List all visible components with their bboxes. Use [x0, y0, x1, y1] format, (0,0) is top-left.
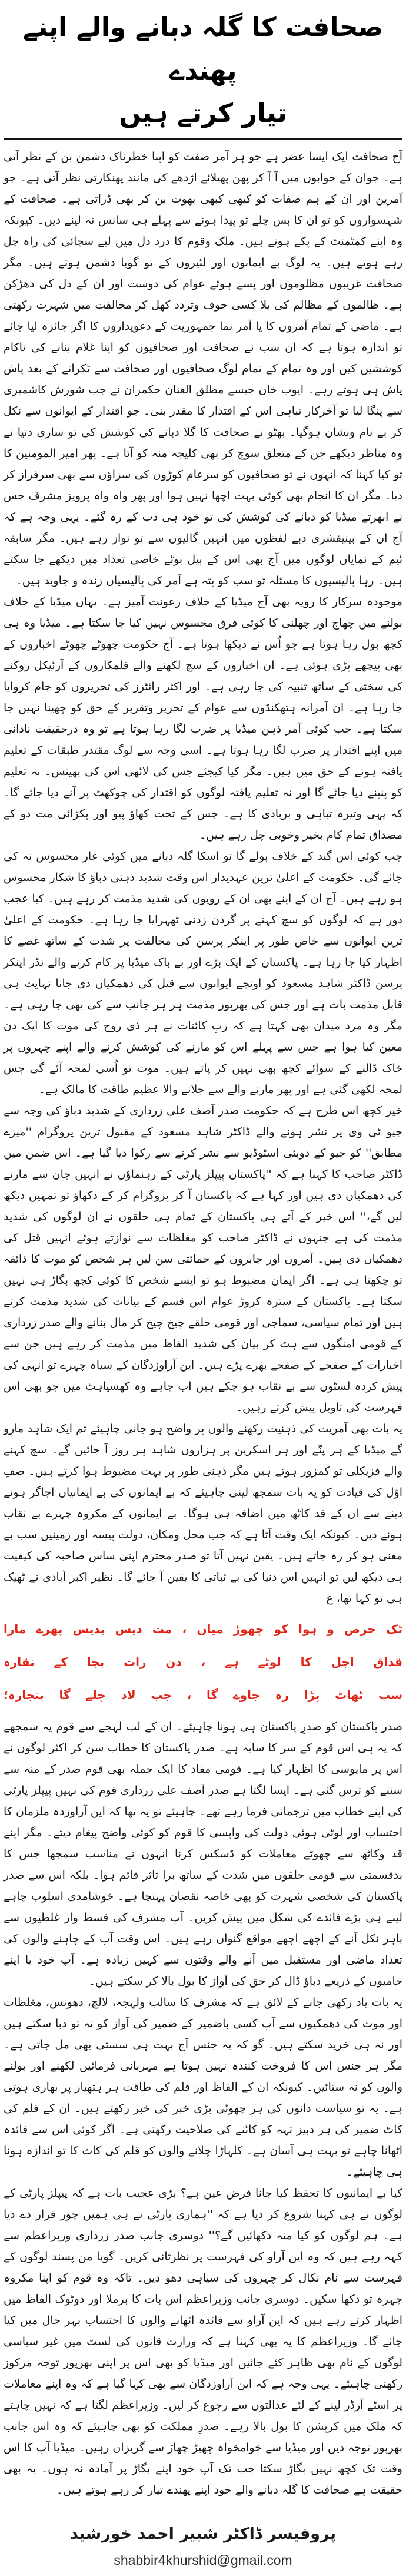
verse-line-2: قذاق اجل کا لوٹے ہے ، دن رات بجا کے نقارہ: [4, 1655, 402, 1669]
paragraph-3: جب کوئی اس گند کے خلاف بولے گا تو اسکا گلہ دبانے میں کوئی عار محسوس نہ کی جائے گی۔ حکومت کے اعلیٰ ترین عہدیدار اس وقت شدید ذہنی دباؤ کا شکار محسوس ہو رہے ہیں۔ آج ان کے اپنے بھی ان کے رویوں کی شدید مذمت کر رہے ہیں۔ کیا عجب دور ہے کہ لوگوں کو سچ کہنے پر گردن زدنی ٹھہرایا جا رہا ہے۔ حکومت کے اعلیٰ ترین ایوانوں سے خاص طور پر اینکر پرسن کی مخالفت پر شدت کے ساتھ غصے کا اظہار کیا جا رہا ہے۔ پاکستان کے ایک بڑے اور بے باک میڈیا پر کام کرنے والے نڈر اینکر پرسن ڈاکٹر شاہد مسعود کو اونچے ایوانوں سے قتل کی دھمکیاں دی جانا نہایت ہی قابل مذمت بات ہے اور جس کی بھرپور مذمت ہر ہر جانب سے کی بھی جا رہی ہے۔ مگر وہ مرد میدان بھی کہتا ہے کہ ربِ کائنات نے ہر ذی روح کی موت کا ایک دن معین کیا ہوا ہے جس سے پہلے اس کو مارنے کی کوشش کرنے والے اپنے چہروں پر خاک ڈالنے کے سوائے کچھ بھی نہیں کر پاتے ہیں۔ موت تو اُسی لمحہ آئے گی جس لمحہ لکھی گئی ہے اور پھر مارنے والے سے جلانے والا عظیم طاقت کا مالک ہے۔: [4, 850, 402, 1096]
paragraph-6: صدر پاکستان کو صدرِ پاکستان ہی ہونا چاہیئے۔ ان کے لب لہجے سے قوم یہ سمجھے کہ یہ ہی اس قوم کے سر کا سایہ ہے۔ صدر پاکستان کا خطاب سن کر اکثر لوگوں نے اس پر مایوسی کا اظہار کیا ہے۔ قومی مفاد کا ایک جملہ بھی قوم صدر کے منہ سے سننے کو ترس گئی ہے۔ ایسا لگتا ہے صدر آصف علی زرداری قوم کی نہیں پیپلز پارٹی کی اپنے خطاب میں ترجمانی فرما رہے تھے۔ چاہیئے تو یہ تھا کہ این آراوزدہ ملزمان کا احتساب اور لوٹی ہوئی دولت کی واپسی کا قوم کو کوئی واضح پیغام دیتے۔ مگر اپنے قد وکاٹھ سے چھوٹے معاملات کو ڈسکس کرنا انہوں نے مناسب سمجھا جس کا بدقسمتی سے قومی حلقوں میں شدت کے ساتھ برا تاثر قائم ہوا۔ بلکہ اس سے صدر پاکستان کی شخصی شہرت کو بھی خاصہ نقصان پہنچا ہے۔ خوشامدی اسلوب چاہے لینے ہی بڑے فائدے کی شکل میں پیش کریں۔ آپ مشرف کی قسط وار غلطیوں سے باہر نکل آنے کے اچھے اچھے مواقع گنواں رہے ہیں۔ اس وقت آپ کے چاہنے والوں کی تعداد ماضی اور مستقبل میں آنے والے وقتوں سے کہیں زیادہ ہے۔ آپ خود یا اپنے حامیوں کے ذریعے دباؤ ڈال کر حق کی آواز کا بول بالا کر سکتے ہیں۔: [4, 1720, 402, 1988]
author-signature: پروفیسر ڈاکٹر شبیر احمد خورشید: [70, 2525, 336, 2543]
poetry-verse-block: [4, 1617, 402, 1707]
article-headline: [4, 6, 402, 134]
headline-divider-rule: [4, 138, 402, 140]
paragraph-8: کیا بے ایمانیوں کا تحفظ کیا جانا فرض عین ہے؟ بڑی عجیب بات ہے کہ پیپلز پارٹی کے لوگوں نے ہی کہنا شروع کر دیا ہے کہ ''ہماری پارٹی نے ہی ہمیں چور قرار دے دیا ہے۔ ہم لوگوں کو کیا منہ دکھائیں گے؟'' دوسری جانب صدر زرداری وزیراعظم سے کہہ رہے ہیں کہ وہ این آراو کی فہرست پر نظرثانی کریں۔ گویا من پسند لوگوں کے فہرست سے نام نکال کر چہروں کی سیاہی دھو دیں۔ تاکہ وہ قوم کو اپنا مکروہ چہرہ تو دکھا سکیں۔ دوسری جانب وزیراعظم اس بات کا برملا اور دوٹوک الفاظ میں اظہار کرتے رہے ہیں کہ این آراو سے فائدہ اٹھانے والوں کا احتساب بہر حال میں کیا جائے گا۔ وزیراعظم کا یہ بھی کہنا ہے کہ وزارت قانون کی لسٹ میں غیر سیاسی لوگوں کے نام بھی ظاہر کئے جائیں اور میڈیا کو بھی اس پر اپنی بھرپور توجہ مرکوز رکھنی چاہیئے۔ یہی وجہ ہے کہ این آراوزدگان سے بھی کہا گیا ہے کہ وہ اپنے معاملات پر اسٹے آرڈر لینے کے لئے عدالتوں سے رجوع کر لیں۔ وزیراعظم لگتا ہے کہ نہیں چاہتے کہ ملک میں کرپشن کا بول بالا رہے۔ صدرِ مملکت کو بھی چاہیئے کہ وہ اس جانب بھرپور توجہ دیں اور میڈیا سے خوامخواہ چھیڑ چھاڑ سے گریزاں رہیں۔ میڈیا آپ کا اس وقت تک کچھ نہیں بگاڑ سکتا جب تک آپ خود اپنے بگاڑ پر آمادہ نہ ہوں۔ یہ بھی حقیقت ہے صحافت کا گلہ دبانے والے خود اپنے پھندے تیار کر رہے ہوتے ہیں۔: [4, 2187, 402, 2496]
paragraph-1: آج صحافت ایک ایسا عضر ہے جو ہر آمر صفت کو اپنا خطرناک دشمن بن کے نظر آتی ہے۔ جوان کے خوابوں میں آ آ کر پھن پھیلائے اژدھے کی مانند پھنکارتی نظر آتی ہے۔ جو آمرین اور ان کے ہم صفات کو کبھی کبھی بھوت بن کر بھی ڈراتی ہے۔ صحافت کے شہسواروں کو تو ان کا بس چلے تو پیدا ہونے سے پہلے ہی سانس نہ لینے دیں۔ کیونکہ وہ اپنے کمٹمنٹ کے پکے ہوتے ہیں۔ ملک وقوم کا درد دل میں لیے سچائی کی راہ چل رہے ہوتے ہیں۔ یہ لوگ بے ایمانوں اور لٹیروں کے تو گویا دشمن ہوتے ہیں۔ مگر صحافت غریبوں مظلوموں اور پسے ہوئے عوام کی دوست اور ان کے دل کی دھڑکن ہے۔ ظالموں کے مظالم کی بلا کسی خوف وتردد کھل کر مخالفت میں شہرت رکھتی ہے۔ ماضی کے تمام آمروں کا یا آمر نما جمہوریت کے دعویداروں کا اگر جائزہ لیا جائے تو اندازہ ہوتا ہے کہ ان سب نے صحافت اور صحافیوں کو اپنا غلام بنانے کی ناکام کوششیں کیں اور وہ تمام کے تمام لوگ صحافیوں اور صحافت سے ٹکرانے کے بعد پاش پاش ہی ہوتے رہے۔ ایوب خان جیسے مطلق العنان حکمران نے جب شورش کاشمیری سے پنگا لیا تو آخرکار تباہی اس کے اقتدار کا مقدر بنی۔ جو اقتدار کے ایوانوں سے نکل کر بے نام ونشان ہوگیا۔ بھٹو نے صحافت کا گلا دبانے کی کوشش کی تو ساری دنیا نے وہ مناظر دیکھے جن کے متعلق سوچ کر بھی کلیجہ منہ کو آتا ہے۔ پھر امیر المومنین کا تو کیا کہنا کہ انہوں نے تو صحافیوں کو سرعام کوڑوں کی سزاؤں سے بھی سرفراز کر دیا۔ مگر ان کا انجام بھی کوئی بہت اچھا نہیں ہوا اور پھر واہ واہ پرویز مشرف جس نے ابھرتے میڈیا کو دبانے کی کوشش کی تو خود ہی دب کے رہ گئے۔ یہی وجہ ہے کہ آج ان کے بینیفشری دبے لفظوں میں انہیں گالیوں سے تو نواز رہے ہیں۔ مگر سابقہ ٹیم کے نمایاں لوگوں میں آج بھی اس کے بیل بوٹے خاصی تعداد میں دیکھے جا سکتے ہیں۔ رہا پالیسیوں کا مسئلہ تو سب کو پتہ ہے آمر کی پالیسیاں زندہ و جاوید ہیں۔: [4, 150, 402, 587]
author-email: shabbir4khurshid@gmail.com: [114, 2552, 292, 2568]
headline-line-1: صحافت کا گلہ دبانے والے اپنے پھندے: [22, 12, 384, 86]
article-footer: [4, 2521, 402, 2570]
headline-line-2: تیار کرتے ہیں: [119, 98, 287, 128]
verse-line-1: ٹک حرص و ہوا کو چھوڑ میاں ، مت دیس بدیس پھرے مارا: [4, 1622, 402, 1636]
paragraph-7: یہ بات یاد رکھی جانے کے لائق ہے کہ مشرف کا سالب ولہجہ، لالچ، دھونس، مغلظات اور موت کی دھمکیوں سے آپ کسی باضمیر کے ضمیر کی آواز کو نہ تو دبا سکتے ہیں اور نہ ہی خرید سکتے ہیں۔ گو کہ یہ جنس آج بہت ہی سستی بھی مل جاتی ہے۔ مگر ہر جنس اس کا فروخت کنندہ نہیں ہوتا ہے مہربانی فرمائیں لکھنے اور بولنے والوں کو نہ ستائیں۔ کیونکہ ان کے الفاظ اور قلم کی طاقت ہر ہتھیار پر بھاری ہوتی ہے۔ یہ تو سیاست دانوں کی ہر چھوٹی بڑی خبر کی خبر رکھتے ہیں۔ ان کے قلم کی کاٹ ضمیر کی ہر دبیز تہہ کو کاٹنے کی صلاحیت رکھتی ہے۔ اگر کوئی اس سے فائدہ اٹھانا چاہے تو بہت ہی آسان ہے۔ کلہاڑا چلانے والوں کو قلم کی کاٹ کا تو اندازہ ہونا ہی چاہیئے۔: [4, 1996, 402, 2178]
verse-line-3: سب ٹھاٹ پڑا رہ جاوے گا ، جب لاد چلے گا بنجارہ؛: [4, 1688, 402, 1702]
paragraph-2: موجودہ سرکار کا رویہ بھی آج میڈیا کے خلاف رعونت آمیز ہے۔ یہاں میڈیا کے خلاف بولنے میں چھاج اور چھلنی کا کوئی فرق محسوس نہیں کیا جا سکتا ہے۔ میڈیا وہ ہی کچھ بول رہا ہوتا ہے جو اُس نے دیکھا ہوتا ہے۔ آج حکومت چھوٹے چھوٹے اخباروں کے بھی پیچھے پڑی ہوئی ہے۔ ان اخباروں کے سچ لکھنے والے قلمکاروں کے آرٹیکل روکنے کی سختی کے ساتھ تنبیہ کی جا رہی ہے۔ اور اکثر رائٹرز کی تحریروں کو جام کروایا جا رہا ہے۔ ان آمرانہ ہتھکنڈوں سے عوام کے تحریر وتقریر کے حق کو چھینا نہیں جا سکتا ہے۔ جب کوئی آمر ذہن میڈیا پر ضرب لگا رہا ہوتا ہے تو وہ درحقیقت نادانی میں اپنے اقتدار پر ضرب لگا رہا ہوتا ہے۔ اسی وجہ سے لوگ مقتدر طبقات کے تعلیم یافتہ ہونے کے حق میں ہیں۔ مگر کیا کیجئے جس کی لاٹھی اس کی بھینس۔ نہ تعلیم کو پنپنے دیا جائے گا اور نہ تعلیم یافتہ لوگوں کو اقتدار کی چوکھٹ پر آنے دیا جائے گا۔ کہ یہی وتیرہ تباہی و بربادی کا ہے۔ جس کے تحت کھاؤ پیو اور پکڑائی مت دو کے مصداق تمام کام بخیر وخوبی چل رہے ہیں۔: [4, 595, 402, 842]
article-body: [4, 146, 402, 2501]
paragraph-4: خیر کچھ اس طرح ہے کہ حکومت صدر آصف علی زرداری کے شدید دباؤ کی وجہ سے جیو ٹی وی پر نشر ہونے والے ڈاکٹر شاہد مسعود کے مقبول ترین پروگرام ''میرے مطابق'' کو جیو کے دوبئی اسٹوڈیو سے نشر کرنے سے رکوا دیا گیا ہے۔ اس ضمن میں ڈاکٹر صاحب کا کہنا ہے کہ ''پاکستان پیپلز پارٹی کے رہنماؤں نے انہیں جان سے مارنے کی دھمکیاں دی ہیں اور کہا ہے کہ پاکستان آ کر پروگرام کر کے دکھاؤ تو تمہیں دیکھ لیں گے،'' اس خبر کے آتے ہی پاکستان کے تمام ہی حلقوں نے ان لوگوں کی شدید مذمت کی ہے جنہوں نے ڈاکٹر صاحب کو مغلظات سے نوازتے ہوئے انہیں قتل کی دھمکیاں دی ہیں۔ آمروں اور جابروں کے حمائتی سن لیں ہر شخص کو موت کا ذائقہ تو چکھنا ہی ہے۔ اگر ایمان مضبوط ہو تو ایسے شخص کا کوئی کچھ بگاڑ ہی نہیں سکتا ہے۔ پاکستان کے سترہ کروڑ عوام اس قسم کے بیانات کی شدید مذمت کرتے ہیں اور تمام سیاسی، سماجی اور قومی حلقے چیخ چیخ کر مال بنانے والے صدر زرداری کے قومی امنگوں سے ہٹ کر بیان کی شدید الفاظ میں مذمت کر رہے ہیں جن سے اخبارات کے صفحے کے صفحے بھرے پڑے ہیں۔ این آراوزدگان کے سیاہ چہرے تو انہی کی پیش کردہ لسٹوں سے بے نقاب ہو چکے ہیں اب چاہے وہ کھسیاہٹ میں جو بھی اس فہرست کی تاویل پیش کرتے رہیں۔: [4, 1104, 402, 1414]
paragraph-5: یہ بات بھی آمریت کی ذہنیت رکھنے والوں پر واضح ہو جانی چاہیئے تم ایک شاہد مارو گے میڈیا کے ہر پنّے اور ہر اسکرین پر ہزاروں شاہد ہر روز آ جائیں گے۔ سچ کہنے والے فزیکلی تو کمزور ہوتے ہیں مگر ذہنی طور پر بہت مضبوط ہوا کرتے ہیں۔ صفِ اوّل کی قیادت کو یہ بات سمجھ لینی چاہیئے کہ بے ایمانوں کی بے ایمانیاں اجاگر ہونے دینے سے ان کے قد کاٹھ میں اضافہ ہی ہوگا۔ بے ایمانوں کے مکروہ چہرے بے نقاب ہونے دیں۔ کیونکہ ایک وقت آتا ہے کہ جب محل ومکان، دولت پیسہ اور زمینیں سب بے معنی ہو کر رہ جاتے ہیں۔ یقین نہیں آتا تو صدر محترم اپنی ساس صاحبہ کی کیفیت ہی دیکھ لیں تو انہیں اس دنیا کی بے ثباتی کا یقین آ جائے گا۔ نظیر اکبر آبادی نے ٹھیک ہی تو کہا تھا، ع: [4, 1422, 402, 1605]
